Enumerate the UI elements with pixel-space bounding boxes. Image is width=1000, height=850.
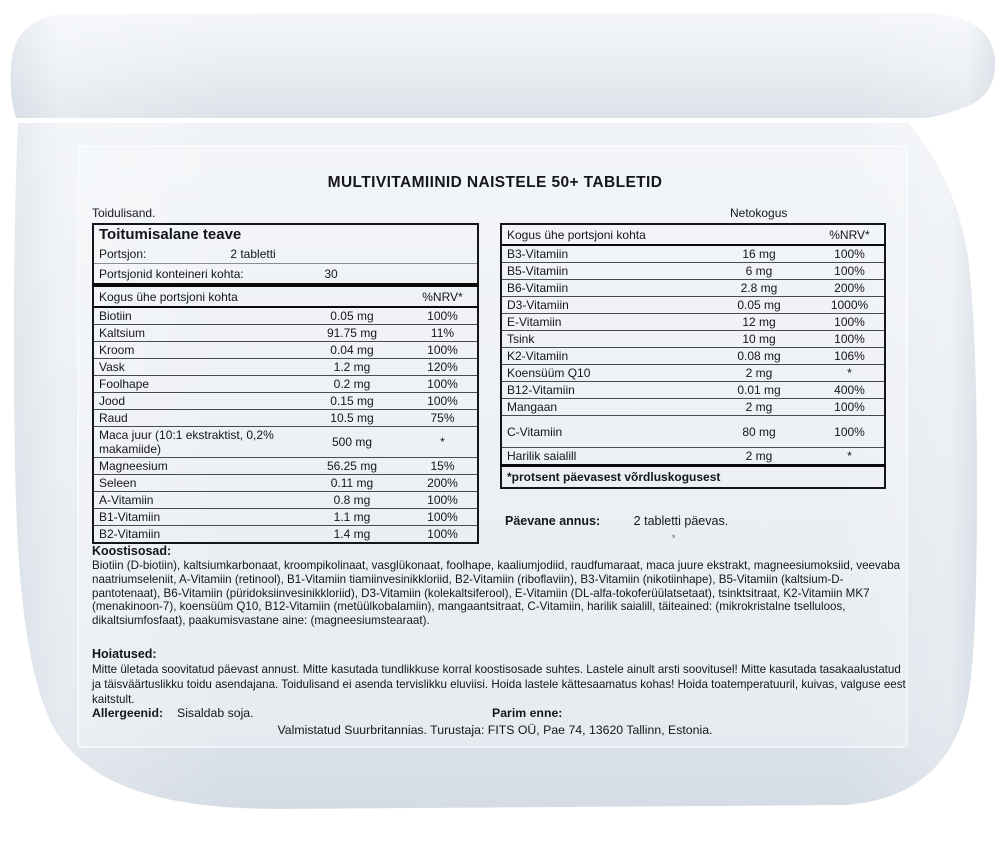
table-row: B12-Vitamiin 0.01 mg 400% bbox=[501, 382, 885, 399]
table-row: K2-Vitamiin 0.08 mg 106% bbox=[501, 348, 885, 365]
table-title: Toitumisalane teave bbox=[99, 226, 242, 243]
warnings-text: Mitte ületada soovitatud päevast annust. Mitte kasutada tundlikkuse korral koostisosade suhtes. Lastele ainult arsti soovitusel! Mitte kasutada tasakaalustatud ja täisväärtuslikku toidu asendajana. Toidulisand ei asenda tervislikku eluviisi. Hoida lastele kättesaamatus kohas! Hoida toatemperatuuril, kuivas, valguse eest kaitstult. bbox=[92, 663, 906, 706]
column-header-row bbox=[501, 224, 885, 245]
table-row: C-Vitamiin 80 mg 100% bbox=[501, 416, 885, 448]
servings-per-container-label: Portsjonid konteineri kohta: bbox=[99, 266, 244, 281]
column-header-row bbox=[93, 285, 478, 307]
daily-dose bbox=[505, 514, 728, 528]
table-row: Biotiin 0.05 mg 100% bbox=[93, 307, 478, 325]
table-row: E-Vitamiin 12 mg 100% bbox=[501, 314, 885, 331]
table-row: Vask 1.2 mg 120% bbox=[93, 359, 478, 376]
table-row: A-Vitamiin 0.8 mg 100% bbox=[93, 492, 478, 509]
nrv-footnote-row bbox=[501, 466, 885, 489]
table-row: Foolhape 0.2 mg 100% bbox=[93, 376, 478, 393]
ingredients-heading: Koostisosad: bbox=[92, 544, 172, 558]
daily-dose-label: Päevane annus: bbox=[505, 514, 601, 528]
supplement-type-label: Toidulisand. bbox=[92, 206, 156, 220]
serving-label: Portsjon: bbox=[99, 246, 147, 261]
servings-per-container-row bbox=[93, 264, 478, 286]
table-row: B2-Vitamiin 1.4 mg 100% bbox=[93, 526, 478, 544]
table-row: Kaltsium 91.75 mg 11% bbox=[93, 325, 478, 342]
best-before-label: Parim enne: bbox=[492, 706, 563, 720]
page-title: MULTIVITAMIINID NAISTELE 50+ TABLETID bbox=[327, 174, 663, 191]
net-quantity-label: Netokogus bbox=[730, 206, 788, 220]
serving-row bbox=[93, 244, 478, 264]
allergens-row bbox=[92, 706, 906, 722]
column-header-nrv: %NRV* bbox=[815, 224, 885, 245]
allergens-value: Sisaldab soja. bbox=[177, 706, 254, 720]
table-row: Mangaan 2 mg 100% bbox=[501, 399, 885, 416]
nutrition-table-right bbox=[500, 223, 886, 489]
table-row: Koensüüm Q10 2 mg * bbox=[501, 365, 885, 382]
table-row: B6-Vitamiin 2.8 mg 200% bbox=[501, 280, 885, 297]
table-row: Maca juur (10:1 ekstraktist, 0,2% makamiide) 500 mg * bbox=[93, 427, 478, 458]
daily-dose-value: 2 tabletti päevas. bbox=[633, 514, 729, 528]
label-content bbox=[80, 145, 910, 750]
table-row: Harilik saialill 2 mg * bbox=[501, 448, 885, 466]
table-row: B1-Vitamiin 1.1 mg 100% bbox=[93, 509, 478, 526]
column-header-name: Kogus ühe portsjoni kohta bbox=[501, 224, 703, 245]
table-row: D3-Vitamiin 0.05 mg 1000% bbox=[501, 297, 885, 314]
table-row: Raud 10.5 mg 75% bbox=[93, 410, 478, 427]
nrv-footnote: *protsent päevasest võrdluskogusest bbox=[501, 466, 885, 489]
column-header-nrv: %NRV* bbox=[408, 285, 478, 307]
table-row: Kroom 0.04 mg 100% bbox=[93, 342, 478, 359]
servings-per-container-value: 30 bbox=[324, 266, 338, 281]
table-row: Tsink 10 mg 100% bbox=[501, 331, 885, 348]
manufacturer-text: Valmistatud Suurbritannias. Turustaja: FITS OÜ, Pae 74, 13620 Tallinn, Estonia. bbox=[277, 723, 713, 737]
serving-value: 2 tabletti bbox=[230, 246, 276, 261]
table-row: Magneesium 56.25 mg 15% bbox=[93, 458, 478, 475]
table-row: Seleen 0.11 mg 200% bbox=[93, 475, 478, 492]
nutrition-table-left bbox=[92, 223, 479, 544]
allergens-label: Allergeenid: bbox=[92, 706, 164, 720]
ingredients-text: Biotiin (D-biotiin), kaltsiumkarbonaat, kroompikolinaat, vasglükonaat, foolhape, kaaliumjodiid, raudfumaraat, maca juure ekstrakt, magneesiumoksiid, veevaba naatriumseleniit, A-Vitamiin (retinool), B1-Vitamiin tiamiinvesinikkloriid, B2-Vitamiin (riboflaviin), B3-Vitamiin (nikotiinhape), B5-Vitamiin (kaltsium-D-pantotenaat), B6-Vitamiin (püridoksiinvesinikkloriid), D3-Vitamiin (kolekaltsiferool), E-Vitamiin (DL-alfa-tokoferüülatsetaat), tsinktsitraat, K2-Vitamiin MK7 (menakinoon-7), koensüüm Q10, B12-Vitamiin (metüülkobalamiin), mangaantsitraat, C-Vitamiin, harilik saialill, täiteained: (mikrokristalne tselluloos, dikaltsiumfosfaat), paakumisvastane aine: (magneesiumstearaat). bbox=[92, 559, 901, 628]
table-row: Jood 0.15 mg 100% bbox=[93, 393, 478, 410]
warnings-heading: Hoiatused: bbox=[92, 647, 157, 661]
column-header-name: Kogus ühe portsjoni kohta bbox=[93, 285, 296, 307]
daily-dose-footnote-mark: * bbox=[672, 533, 676, 543]
table-title-row bbox=[93, 224, 478, 244]
table-row: B5-Vitamiin 6 mg 100% bbox=[501, 263, 885, 280]
table-row: B3-Vitamiin 16 mg 100% bbox=[501, 245, 885, 263]
